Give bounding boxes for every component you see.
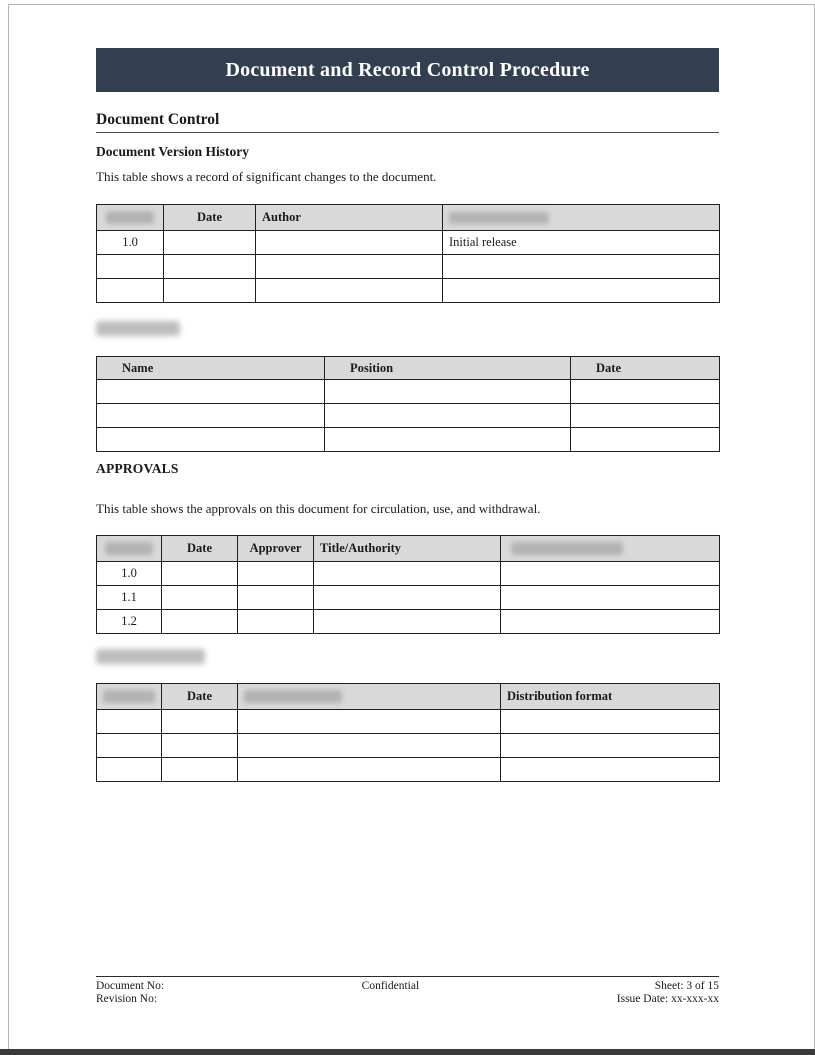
date-column-header: Date <box>162 684 238 710</box>
page-content <box>96 0 719 782</box>
version-cell: 1.1 <box>97 586 162 610</box>
position-cell <box>325 404 571 428</box>
date-cell <box>571 404 720 428</box>
redacted-version-header <box>97 536 162 562</box>
version-cell <box>97 734 162 758</box>
date-column-header: Date <box>162 536 238 562</box>
description-cell <box>443 255 720 279</box>
redaction-blur <box>103 690 155 703</box>
date-cell <box>571 380 720 404</box>
table-header-row <box>97 536 720 562</box>
author-cell <box>256 255 443 279</box>
redacted-description-header <box>443 205 720 231</box>
signature-cell <box>501 562 720 586</box>
redaction-blur <box>105 542 153 555</box>
title-authority-column-header: Title/Authority <box>314 536 501 562</box>
date-cell <box>164 279 256 303</box>
redacted-signoff-heading <box>96 321 180 336</box>
revision-no-label: Revision No: <box>96 993 158 1005</box>
sheet-number: Sheet: 3 of 15 <box>654 980 719 992</box>
document-no-label: Document No: <box>96 980 165 992</box>
date-cell <box>162 586 238 610</box>
table-row <box>97 710 720 734</box>
page-footer <box>96 976 719 1006</box>
version-cell <box>97 279 164 303</box>
date-cell <box>571 428 720 452</box>
table-row <box>97 255 720 279</box>
redacted-signature-header <box>501 536 720 562</box>
table-row <box>97 734 720 758</box>
position-column-header: Position <box>325 357 571 380</box>
distributed-to-cell <box>238 758 501 782</box>
footer-right <box>617 980 719 1006</box>
approvals-table <box>96 535 720 634</box>
version-cell: 1.0 <box>97 562 162 586</box>
date-cell <box>162 610 238 634</box>
date-cell <box>162 758 238 782</box>
version-cell <box>97 758 162 782</box>
table-header-row <box>97 357 720 380</box>
name-cell <box>97 380 325 404</box>
title-authority-cell <box>314 586 501 610</box>
redaction-blur <box>511 542 623 555</box>
description-cell <box>443 279 720 303</box>
page-title: Document and Record Control Procedure <box>225 58 590 81</box>
table-row <box>97 279 720 303</box>
redaction-blur <box>106 211 154 224</box>
distributed-to-cell <box>238 710 501 734</box>
title-authority-cell <box>314 562 501 586</box>
name-cell <box>97 428 325 452</box>
author-cell <box>256 231 443 255</box>
author-cell <box>256 279 443 303</box>
redaction-blur <box>449 212 549 224</box>
format-cell <box>501 734 720 758</box>
name-cell <box>97 404 325 428</box>
date-column-header: Date <box>164 205 256 231</box>
version-cell: 1.0 <box>97 231 164 255</box>
position-cell <box>325 428 571 452</box>
version-history-table <box>96 204 720 303</box>
table-row <box>97 586 720 610</box>
approvals-intro: This table shows the approvals on this document for circulation, use, and withdrawal. <box>96 501 541 516</box>
redacted-version-header <box>97 684 162 710</box>
redacted-distributed-to-header <box>238 684 501 710</box>
table-row <box>97 404 720 428</box>
date-column-header: Date <box>571 357 720 380</box>
format-cell <box>501 710 720 734</box>
title-authority-cell <box>314 610 501 634</box>
approver-cell <box>238 610 314 634</box>
approver-column-header: Approver <box>238 536 314 562</box>
date-cell <box>162 710 238 734</box>
date-cell <box>164 255 256 279</box>
version-cell <box>97 255 164 279</box>
author-column-header: Author <box>256 205 443 231</box>
table-row <box>97 380 720 404</box>
signature-cell <box>501 586 720 610</box>
table-header-row <box>97 684 720 710</box>
table-header-row <box>97 205 720 231</box>
footer-left <box>96 980 164 1006</box>
bottom-edge-bar <box>0 1049 815 1055</box>
date-cell <box>162 734 238 758</box>
table-row <box>97 562 720 586</box>
table-row <box>97 610 720 634</box>
version-history-intro: This table shows a record of significant changes to the document. <box>96 169 437 184</box>
signature-cell <box>501 610 720 634</box>
version-cell: 1.2 <box>97 610 162 634</box>
table-row <box>97 428 720 452</box>
document-control-heading: Document Control <box>96 110 719 133</box>
date-cell <box>164 231 256 255</box>
version-history-heading: Document Version History <box>96 144 249 159</box>
redaction-blur <box>244 690 342 703</box>
signoff-table <box>96 356 720 452</box>
redacted-distribution-heading <box>96 649 205 664</box>
distribution-format-column-header: Distribution format <box>501 684 720 710</box>
format-cell <box>501 758 720 782</box>
footer-confidential: Confidential <box>361 980 420 992</box>
description-cell: Initial release <box>443 231 720 255</box>
version-cell <box>97 710 162 734</box>
distribution-table <box>96 683 720 782</box>
position-cell <box>325 380 571 404</box>
approver-cell <box>238 586 314 610</box>
title-banner <box>96 48 719 92</box>
table-row <box>97 758 720 782</box>
approvals-heading: APPROVALS <box>96 461 179 476</box>
table-row <box>97 231 720 255</box>
approver-cell <box>238 562 314 586</box>
name-column-header: Name <box>97 357 325 380</box>
date-cell <box>162 562 238 586</box>
issue-date: Issue Date: xx-xxx-xx <box>616 993 719 1005</box>
redacted-version-header <box>97 205 164 231</box>
distributed-to-cell <box>238 734 501 758</box>
